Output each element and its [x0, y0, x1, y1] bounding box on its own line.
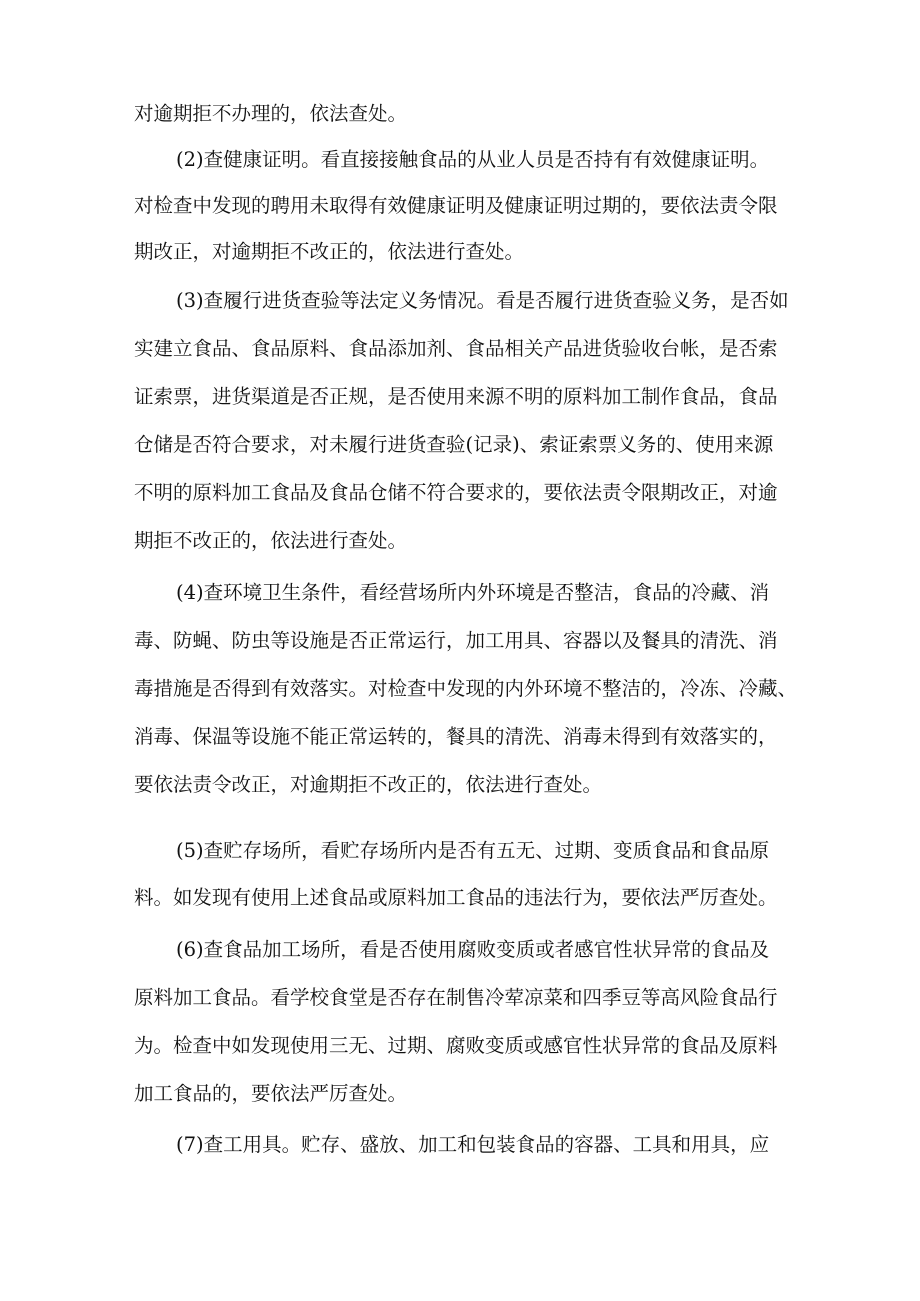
text-line: 料。如发现有使用上述食品或原料加工食品的违法行为，要依法严厉查处。	[134, 886, 778, 909]
text-line: 为。检查中如发现使用三无、过期、腐败变质或感官性状异常的食品及原料	[134, 1034, 778, 1057]
text-line: 期拒不改正的，依法进行查处。	[134, 529, 408, 552]
text-line: 对检查中发现的聘用未取得有效健康证明及健康证明过期的，要依法责令限	[134, 194, 778, 217]
paragraph-3-line: (3)查履行进货查验等法定义务情况。看是否履行进货查验义务，是否如	[176, 289, 789, 312]
text-line: 期改正，对逾期拒不改正的，依法进行查处。	[134, 240, 525, 263]
text-line: 消毒、保温等设施不能正常运转的，餐具的清洗、消毒未得到有效落实的，	[134, 725, 778, 748]
text-line: 证索票，进货渠道是否正规，是否使用来源不明的原料加工制作食品，食品	[134, 385, 778, 408]
text-line: 要依法责令改正，对逾期拒不改正的，依法进行查处。	[134, 773, 603, 796]
paragraph-4-line: (4)查环境卫生条件，看经营场所内外环境是否整洁，食品的冷藏、消	[176, 581, 770, 604]
text-line: 不明的原料加工食品及食品仓储不符合要求的，要依法责令限期改正，对逾	[134, 481, 778, 504]
paragraph-7-line: (7)查工用具。贮存、盛放、加工和包装食品的容器、工具和用具，应	[176, 1133, 770, 1156]
text-line: 实建立食品、食品原料、食品添加剂、食品相关产品进货验收台帐，是否索	[134, 337, 778, 360]
paragraph-2-line: (2)查健康证明。看直接接触食品的从业人员是否持有有效健康证明。	[176, 148, 770, 171]
text-line: 仓储是否符合要求，对未履行进货查验(记录)、索证索票义务的、使用来源	[134, 433, 774, 456]
paragraph-5-line: (5)查贮存场所，看贮存场所内是否有五无、过期、变质食品和食品原	[176, 839, 770, 862]
paragraph-6-line: (6)查食品加工场所，看是否使用腐败变质或者感官性状异常的食品及	[176, 938, 770, 961]
text-line: 对逾期拒不办理的，依法查处。	[134, 102, 408, 125]
text-line: 原料加工食品。看学校食堂是否存在制售冷荤凉菜和四季豆等高风险食品行	[134, 986, 778, 1009]
text-line: 加工食品的，要依法严厉查处。	[134, 1082, 408, 1105]
text-line: 毒措施是否得到有效落实。对检查中发现的内外环境不整洁的，冷冻、冷藏、	[134, 677, 798, 700]
text-line: 毒、防蝇、防虫等设施是否正常运行，加工用具、容器以及餐具的清洗、消	[134, 629, 778, 652]
